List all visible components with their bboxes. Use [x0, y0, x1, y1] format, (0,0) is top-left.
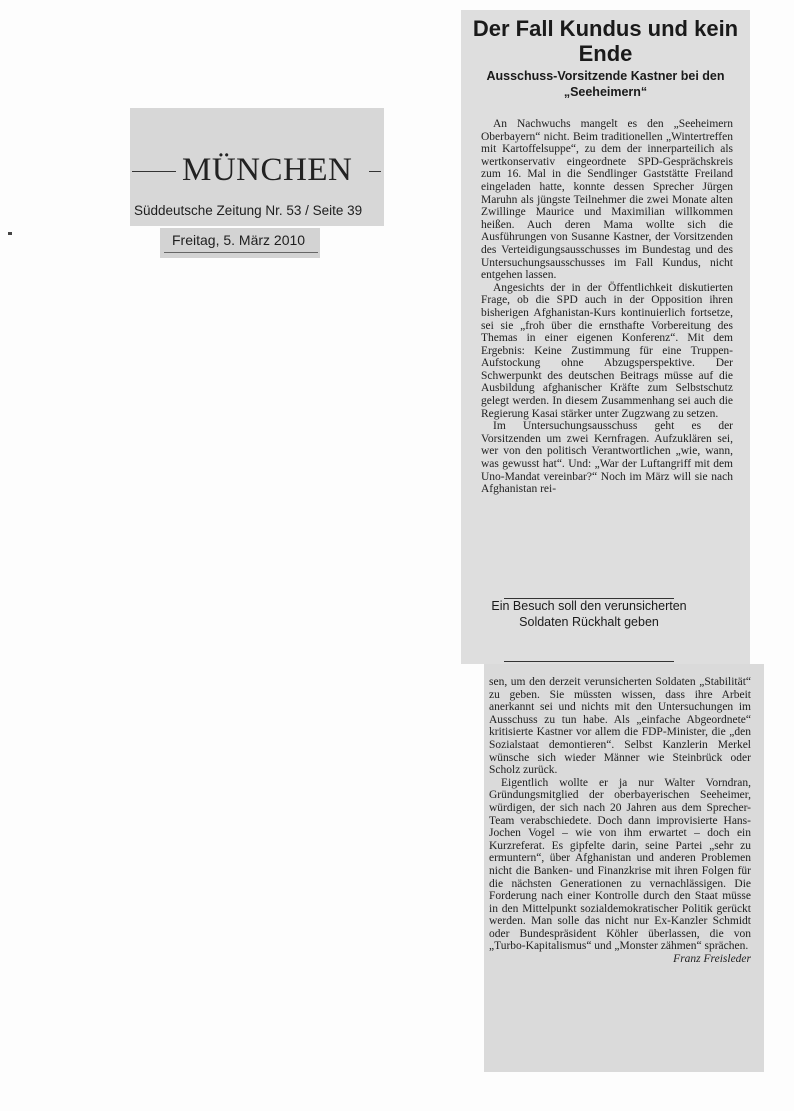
- article-body-bottom: [489, 676, 751, 966]
- article-subheadline: Ausschuss-Vorsitzende Kastner bei den „Seeheimern“: [486, 69, 725, 99]
- article-clipping-bottom: [484, 664, 764, 1072]
- breakout-rule-bottom: [504, 661, 674, 662]
- article-clipping-top: [461, 10, 750, 664]
- masthead-row: [130, 148, 384, 188]
- article-body-top: [481, 118, 733, 496]
- scan-mark: [8, 232, 12, 235]
- newspaper-issue: Süddeutsche Zeitung Nr. 53 / Seite 39: [134, 203, 363, 218]
- section-masthead: MÜNCHEN: [182, 152, 353, 188]
- masthead-rule-left: [132, 171, 176, 172]
- paragraph-text: Eigentlich wollte er ja nur Walter Vorndran, Gründungsmitglied der oberbayerischen Seeheimer, würdigen, der sich nach 20 Jahren aus dem Sprecher-Team verabschiedete. Doch dann improvisierte Hans-Jochen Vogel – wie von ihm erwartet – doch ein Kurzreferat. Es gipfelte darin, seine Partei „sehr zu ermuntern“, über Afghanistan und anderen Problemen nicht die Banken- und Finanzkrise mit ihren Folgen für die nächsten Generationen zu vernachlässigen. Die Forderung nach einer Kontrolle durch den Staat müsse in den Mittelpunkt sozialdemokratischer Politik gerückt werden. Man solle das nicht nur Ex-Kanzler Schmidt oder Bundespräsident Köhler überlassen, die von „Turbo-Kapitalismus“ und „Monster zähmen“ sprächen.: [489, 776, 751, 953]
- paragraph: sen, um den derzeit verunsicherten Soldaten „Stabilität“ zu geben. Sie müssten wissen, dass ihre Arbeit anerkannt sei und nichts mit den Untersuchungen im Ausschuss zu tun habe. Als „einfache Abgeordnete“ kritisierte Kastner vor allem die FDP-Minister, die „den Sozialstaat demontieren“. Selbst Kanzlerin Merkel wünsche sich wieder Männer wie Steinbrück oder Scholz zurück.: [489, 676, 751, 777]
- article-headline: Der Fall Kundus und kein Ende: [472, 16, 739, 66]
- paragraph: [489, 776, 751, 966]
- paragraph: Angesichts der in der Öffentlichkeit diskutierten Frage, ob die SPD auch in der Opposition ihren bisherigen Afghanistan-Kurs kontinuierlich fortsetze, sei sie „froh über die ernsthafte Vorbereitung des Themas in einer eigenen Konferenz“. Mit dem Ergebnis: Keine Zustimmung für eine Truppen-Aufstockung ohne Abzugsperspektive. Der Schwerpunkt des deutschen Beitrags müsse auf die Ausbildung afghanischer Kräfte zum Selbstschutz gelegt werden. In diesem Zusammenhang sei auch die Regierung Kasai stärker unter Zugzwang zu setzen.: [481, 281, 733, 420]
- date-rule: [164, 252, 318, 253]
- article-breakout-quote: Ein Besuch soll den verunsicherten Soldaten Rückhalt geben: [491, 599, 687, 629]
- paragraph: An Nachwuchs mangelt es den „Seeheimern Oberbayern“ nicht. Beim traditionellen „Wintertreffen mit Kartoffelsuppe“, zu dem der innerparteilich als wertkonservativ eingeordnete SPD-Gesprächskreis zum 16. Mal in die Sendlinger Gaststätte Freiland eingeladen hatte, konnte dessen Sprecher Jürgen Maruhn als jüngste Teilnehmer die zwei Monate alten Zwillinge Maurice und Maximilian willkommen heißen. Auch deren Mama wollte sich die Ausführungen von Susanne Kastner, der Vorsitzenden des Verteidigungsausschusses im Bundestag und des Untersuchungsausschusses im Fall Kundus, nicht entgehen lassen.: [481, 118, 733, 282]
- header-clipping: [130, 108, 384, 226]
- date-clipping: [160, 228, 320, 258]
- article-author: Franz Freisleder: [673, 953, 751, 966]
- publication-date: Freitag, 5. März 2010: [172, 232, 306, 248]
- masthead-rule-right: [369, 171, 381, 172]
- paragraph: Im Untersuchungsausschuss geht es der Vorsitzenden um zwei Kernfragen. Aufzuklären sei, wer von den politisch Verantwortlichen „wie, wann, was gewusst hat“. Und: „War der Luftangriff mit dem Uno-Mandat vereinbar?“ Noch im März will sie nach Afghanistan rei-: [481, 420, 733, 496]
